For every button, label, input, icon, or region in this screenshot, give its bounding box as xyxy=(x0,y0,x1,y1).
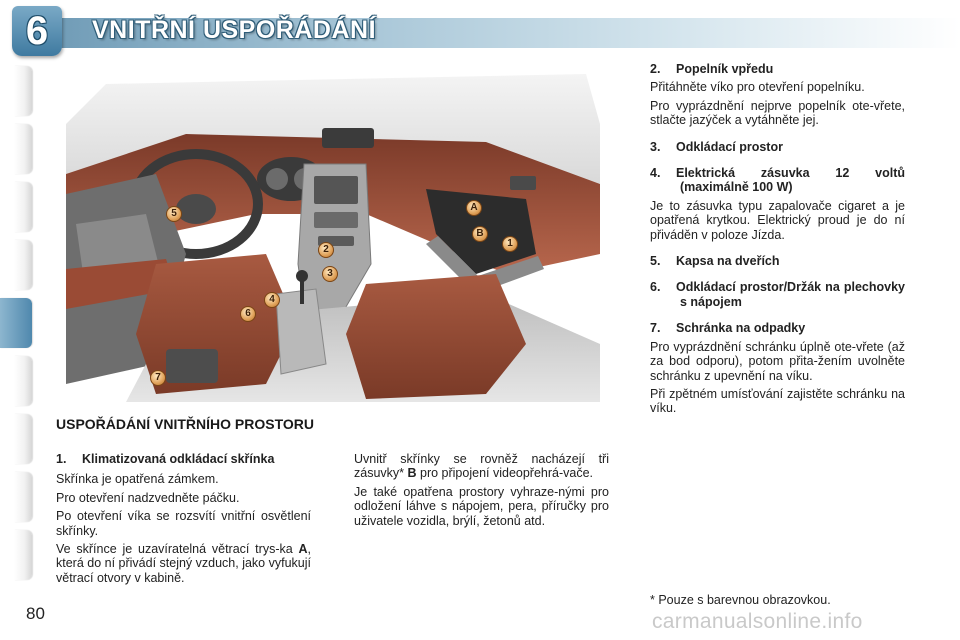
item-4-title: Elektrická zásuvka 12 voltů (maximálně 100 W) xyxy=(676,166,905,195)
callout-4: 4 xyxy=(264,292,280,308)
side-tab-9[interactable] xyxy=(14,530,32,580)
item-5 xyxy=(650,254,905,268)
climate-controls xyxy=(314,212,358,228)
item-5-number: 5. xyxy=(650,254,661,269)
item-4-heading xyxy=(650,166,905,195)
car-interior-drawing xyxy=(66,64,600,402)
callout-b: B xyxy=(472,226,488,242)
item-1-heading xyxy=(56,452,311,466)
item-1-p1: Skřínka je opatřená zámkem. xyxy=(56,472,219,487)
middle-p1-after: pro připojení videopřehrá-vače. xyxy=(416,466,594,481)
item-1-p4 xyxy=(56,542,311,585)
item-4-p1: Je to zásuvka typu zapalovače cigaret a je opatřená krytkou. Elektrický proud je do ní přiváděn v poloze Jízda. xyxy=(650,198,905,242)
middle-column xyxy=(354,452,609,532)
item-6 xyxy=(650,280,905,309)
item-2-number: 2. xyxy=(650,62,661,76)
page-header xyxy=(0,0,960,58)
radio-unit xyxy=(314,176,358,204)
side-tab-active[interactable] xyxy=(0,298,32,348)
item-3-number: 3. xyxy=(650,139,661,154)
chapter-title: VNITŘNÍ USPOŘÁDÁNÍ xyxy=(92,16,377,44)
side-tab-4[interactable] xyxy=(14,240,32,290)
item-1-p4-after: , která do ní přivádí stejný vzduch, jako vyfukují větrací otvory v kabině. xyxy=(56,542,311,585)
callout-5: 5 xyxy=(166,206,182,222)
callout-6: 6 xyxy=(240,306,256,322)
right-column xyxy=(650,62,905,428)
item-7-p1: Pro vyprázdnění schránku úplně ote-vřete (až za bod odporu), potom přita-žením uvolněte schránku z upevnění na víku. xyxy=(650,339,905,383)
callout-3: 3 xyxy=(322,266,338,282)
callout-2: 2 xyxy=(318,242,334,258)
callout-a: A xyxy=(466,200,482,216)
callout-1: 1 xyxy=(502,236,518,252)
section-title: USPOŘÁDÁNÍ VNITŘNÍHO PROSTORU xyxy=(56,416,314,432)
item-7-p2: Při zpětném umísťování zajistěte schránku na víku. xyxy=(650,386,905,416)
item-2-title: Popelník vpředu xyxy=(676,62,774,76)
side-tab-8[interactable] xyxy=(14,472,32,522)
middle-p1 xyxy=(354,452,609,481)
item-5-title: Kapsa na dveřích xyxy=(676,254,780,269)
item-4 xyxy=(650,166,905,242)
item-7-heading xyxy=(650,321,905,335)
item-7-title: Schránka na odpadky xyxy=(676,321,806,336)
side-tab-7[interactable] xyxy=(14,414,32,464)
item-2-heading xyxy=(650,62,905,76)
item-2-p2: Pro vyprázdnění nejprve popelník ote-vřete, stlačte jazýček a vytáhněte jej. xyxy=(650,98,905,128)
watermark: carmanualsonline.info xyxy=(652,610,863,633)
item-6-heading xyxy=(650,280,905,309)
item-4-number: 4. xyxy=(650,166,661,181)
side-tab-2[interactable] xyxy=(14,124,32,174)
item-2 xyxy=(650,62,905,128)
page-number: 80 xyxy=(26,604,45,623)
chapter-number: 6 xyxy=(25,9,49,53)
item-3-heading xyxy=(650,140,905,154)
interior-illustration xyxy=(66,64,600,402)
side-tab-6[interactable] xyxy=(14,356,32,406)
multifunction-screen xyxy=(322,128,374,148)
rear-bin xyxy=(166,349,218,383)
item-1-p4-before: Ve skřínce je uzavíratelná větrací trys-ka xyxy=(56,542,299,557)
gear-knob xyxy=(296,270,308,282)
middle-p2: Je také opatřena prostory vyhraze-nými pro odložení láhve s nápojem, pera, příručky pro uživatele vozidla, brýlí, žetonů atd. xyxy=(354,484,609,528)
callout-7: 7 xyxy=(150,370,166,386)
item-1-p3: Po otevření víka se rozsvítí vnitřní osvětlení skřínky. xyxy=(56,509,311,538)
side-tab-3[interactable] xyxy=(14,182,32,232)
item-7-number: 7. xyxy=(650,321,661,336)
item-1-p2: Pro otevření nadzvedněte páčku. xyxy=(56,490,240,505)
chapter-side-tabs xyxy=(0,66,34,576)
side-tab-1[interactable] xyxy=(14,66,32,116)
left-column xyxy=(56,452,311,589)
item-7 xyxy=(650,321,905,415)
middle-p1-marker: B xyxy=(407,466,417,481)
item-5-heading xyxy=(650,254,905,268)
item-3 xyxy=(650,140,905,154)
item-1-number: 1. xyxy=(56,452,67,466)
item-1-title: Klimatizovaná odkládací skřínka xyxy=(82,452,275,466)
middle-p1-before: Uvnitř skřínky se rovněž nacházejí tři zásuvky* xyxy=(354,452,609,481)
item-1-p4-marker: A xyxy=(298,542,308,557)
air-vent xyxy=(510,176,536,190)
footnote: * Pouze s barevnou obrazovkou. xyxy=(650,593,831,607)
item-6-title: Odkládací prostor/Držák na plechovky s nápojem xyxy=(676,280,905,309)
item-3-title: Odkládací prostor xyxy=(676,139,783,154)
item-2-p1: Přitáhněte víko pro otevření popelníku. xyxy=(650,80,865,95)
item-6-number: 6. xyxy=(650,280,661,295)
